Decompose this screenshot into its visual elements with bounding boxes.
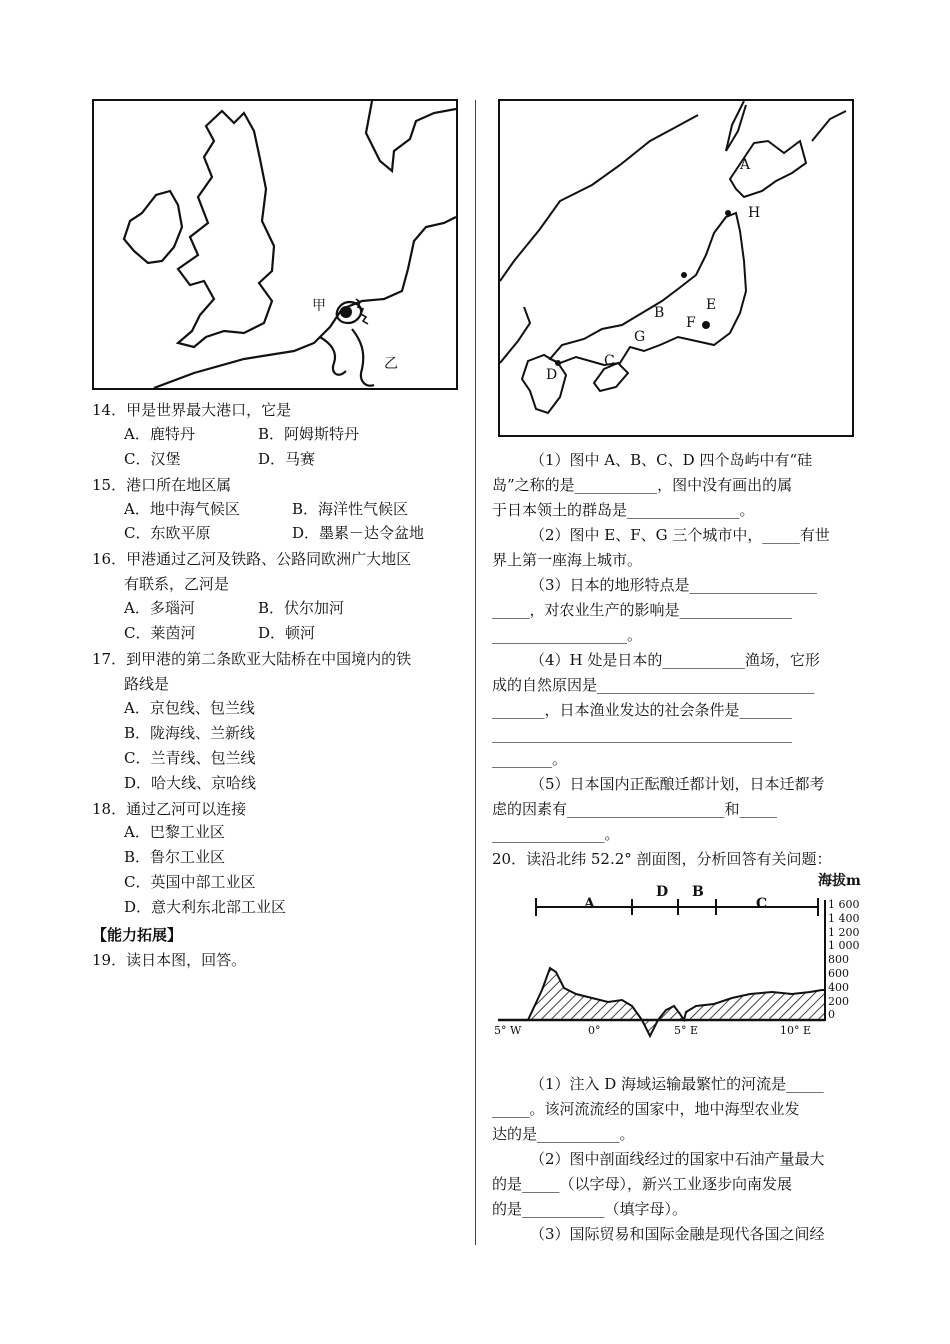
q15-option-c: C．东欧平原 (124, 524, 211, 542)
q19-part1-line3: 于日本领土的群岛是_______________。 (492, 500, 755, 519)
q17-option-a: A．京包线、包兰线 (124, 699, 255, 717)
y-tick: 1 000 (828, 939, 860, 953)
q19-part2 (492, 523, 830, 573)
q19-part5-line3: _______________。 (492, 824, 620, 843)
x-tick: 10° E (780, 1024, 812, 1037)
q16-stem-line1: 16．甲港通过乙河及铁路、公路同欧洲广大地区 (92, 550, 412, 568)
q19-part4-line2: 成的自然原因是_____________________________ (492, 675, 815, 694)
q17-stem-line2: 路线是 (124, 675, 170, 693)
q19-part2-line2: 界上第一座海上城市。 (492, 550, 643, 569)
q19-part4-line4: ________________________________________ (492, 725, 792, 744)
q14-option-c: C．汉堡 (124, 450, 181, 468)
column-divider (475, 100, 476, 1245)
q19-part4-line1: （4）H 处是日本的___________渔场，它形 (530, 651, 820, 669)
label-a: A (740, 157, 751, 173)
q20-part2 (492, 1147, 825, 1221)
q20-part2-line3: 的是___________（填字母）。 (492, 1199, 688, 1218)
section-title: 【能力拓展】 (92, 926, 183, 944)
q15-option-a: A．地中海气候区 (124, 500, 240, 518)
q20-part2-line2: 的是_____（以字母），新兴工业逐步向南发展 (492, 1174, 793, 1193)
y-tick: 800 (828, 953, 849, 967)
label-yi: 乙 (384, 356, 398, 372)
y-tick: 600 (828, 966, 849, 980)
y-tick: 1 600 (828, 898, 860, 911)
segment-c: C (756, 896, 768, 912)
q16-option-d: D．顿河 (258, 624, 316, 642)
q19-part1-line1: （1）图中 A、B、C、D 四个岛屿中有“硅 (530, 451, 813, 469)
x-tick: 5° E (674, 1024, 699, 1037)
q19-stem: 19．读日本图，回答。 (92, 951, 247, 969)
q19-part1 (492, 448, 812, 522)
q18-option-b: B．鲁尔工业区 (124, 848, 226, 866)
q19-part4-line3: _______，日本渔业发达的社会条件是_______ (492, 700, 793, 719)
label-h: H (748, 205, 761, 221)
q18-option-c: C．英国中部工业区 (124, 873, 256, 891)
q15-option-d: D．墨累－达令盆地 (292, 524, 425, 542)
label-b: B (654, 305, 665, 321)
q20-part2-line1: （2）图中剖面线经过的国家中石油产量最大 (530, 1150, 825, 1168)
y-tick: 200 (828, 994, 849, 1008)
x-tick: 5° W (494, 1024, 522, 1037)
q19-part5-line1: （5）日本国内正酝酿迁都计划，日本迁都考 (530, 775, 825, 793)
q14-option-b: B．阿姆斯特丹 (258, 425, 360, 443)
q20-part1-line1: （1）注入 D 海域运输最繁忙的河流是_____ (530, 1075, 824, 1093)
q19-part5-line2: 虑的因素有_____________________和_____ (492, 799, 778, 818)
y-ticks (828, 898, 860, 1022)
profile-figure (492, 870, 864, 1052)
q15-option-b: B．海洋性气候区 (292, 500, 409, 518)
profile-title: 海拔m (818, 873, 861, 889)
q18-stem: 18．通过乙河可以连接 (92, 800, 247, 818)
q19-part3 (492, 573, 817, 647)
q17-option-c: C．兰青线、包兰线 (124, 749, 256, 767)
q20-part3 (492, 1222, 825, 1247)
q20-stem: 20．读沿北纬 52.2° 剖面图，分析回答有关问题： (492, 850, 832, 868)
label-g: G (634, 329, 646, 345)
q17-stem-line1: 17．到甲港的第二条欧亚大陆桥在中国境内的铁 (92, 650, 412, 668)
q18-option-a: A．巴黎工业区 (124, 823, 225, 841)
label-c: C (604, 353, 615, 369)
q20-part1-line2: _____。该河流流经的国家中，地中海型农业发 (492, 1099, 800, 1118)
q20-part1 (492, 1072, 824, 1146)
q19-part3-line2: _____，对农业生产的影响是_______________ (492, 600, 793, 619)
q19-part4 (492, 648, 820, 772)
europe-map (92, 99, 458, 390)
q14-option-d: D．马赛 (258, 450, 316, 468)
europe-map-drawing (94, 101, 456, 388)
segment-d: D (656, 884, 669, 900)
label-e: E (706, 297, 717, 313)
q17-option-b: B．陇海线、兰新线 (124, 724, 256, 742)
q19-part1-line2: 岛”之称的是___________，图中没有画出的属 (492, 475, 793, 494)
segment-a: A (584, 896, 595, 912)
q20-part3-line1: （3）国际贸易和国际金融是现代各国之间经 (530, 1225, 825, 1243)
q14-stem: 14．甲是世界最大港口，它是 (92, 401, 292, 419)
q17-option-d: D．哈大线、京哈线 (124, 774, 257, 792)
y-tick: 0 (828, 1008, 835, 1022)
q16-option-c: C．莱茵河 (124, 624, 196, 642)
label-d: D (546, 367, 558, 383)
q15-stem: 15．港口所在地区属 (92, 476, 232, 494)
label-f: F (686, 315, 696, 331)
q19-part3-line1: （3）日本的地形特点是_________________ (530, 576, 818, 594)
q16-option-a: A．多瑙河 (124, 599, 195, 617)
segment-b: B (692, 884, 704, 900)
japan-map (498, 99, 854, 437)
q19-part2-line1: （2）图中 E、F、G 三个城市中，_____有世 (530, 526, 830, 544)
x-tick: 0° (588, 1024, 601, 1037)
y-tick: 1 200 (828, 925, 860, 939)
q19-part4-line5: ________。 (492, 750, 568, 769)
q19-part3-line3: __________________。 (492, 625, 643, 644)
q16-option-b: B．伏尔加河 (258, 599, 345, 617)
q14-option-a: A．鹿特丹 (124, 425, 195, 443)
q16-stem-line2: 有联系，乙河是 (124, 575, 230, 593)
japan-map-drawing (500, 101, 852, 435)
label-jia: 甲 (312, 298, 326, 314)
q19-part5 (492, 772, 825, 846)
y-tick: 1 400 (828, 911, 860, 925)
y-tick: 400 (828, 980, 849, 994)
q20-part1-line3: 达的是___________。 (492, 1124, 635, 1143)
port-jia-marker (340, 306, 352, 318)
q18-option-d: D．意大利东北部工业区 (124, 898, 287, 916)
